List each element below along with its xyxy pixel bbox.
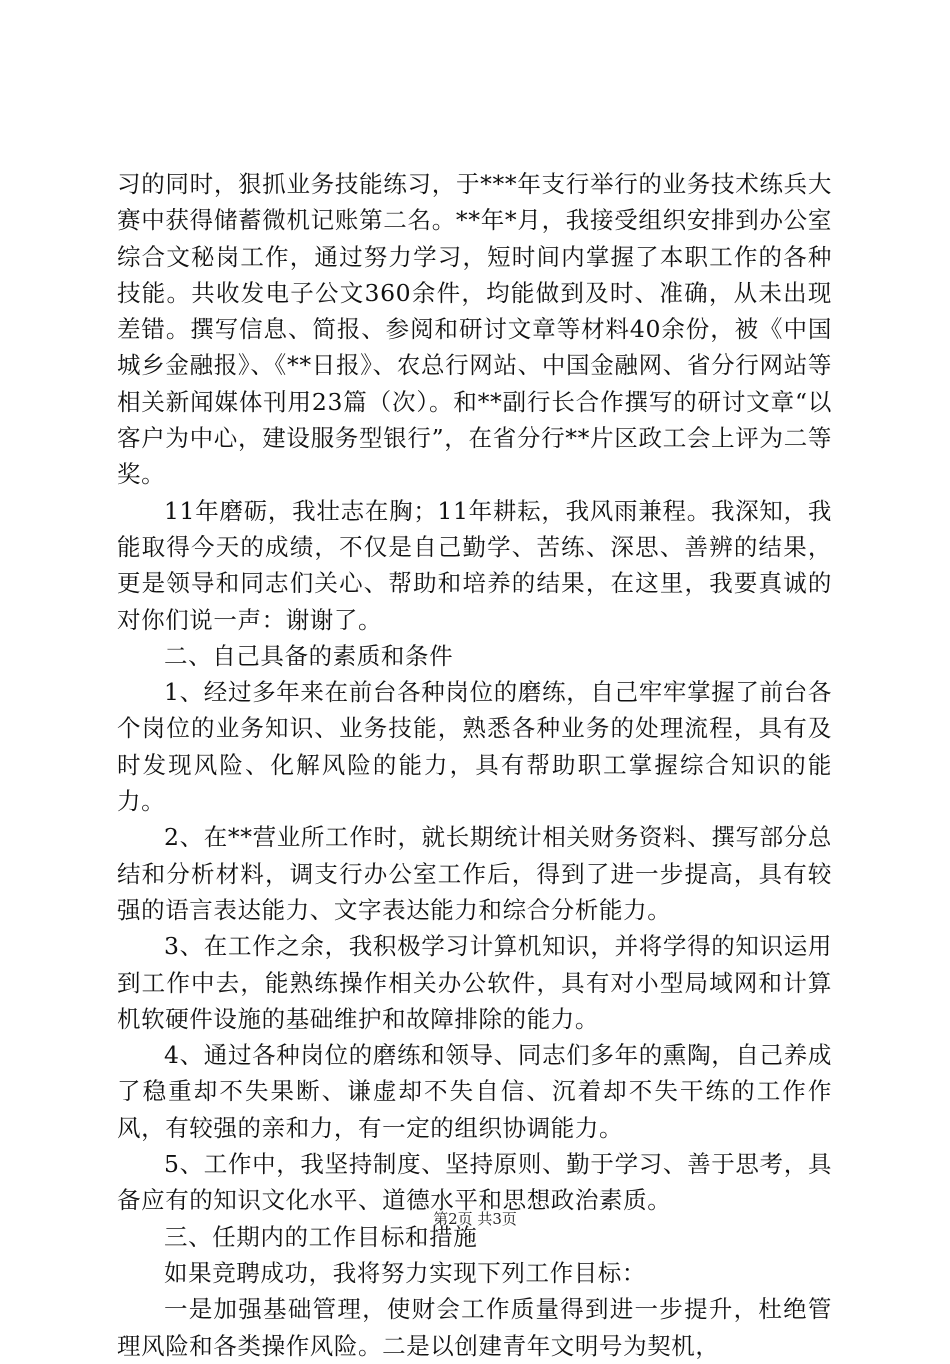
body-paragraph: 2、在**营业所工作时，就长期统计相关财务资料、撰写部分总结和分析材料，调支行办公室工作后，得到了进一步提高，具有较强的语言表达能力、文字表达能力和综合分析能力。 xyxy=(117,823,832,924)
body-paragraph: 5、工作中，我坚持制度、坚持原则、勤于学习、善于思考，具备应有的知识文化水平、道德水平和思想政治素质。 xyxy=(117,1150,832,1215)
body-paragraph: 一是加强基础管理，使财会工作质量得到进一步提升，杜绝管理风险和各类操作风险。二是以创建青年文明号为契机， xyxy=(117,1295,832,1360)
body-paragraph: 如果竞聘成功，我将努力实现下列工作目标： xyxy=(164,1258,646,1287)
body-paragraph: 习的同时，狠抓业务技能练习，于***年支行举行的业务技术练兵大赛中获得储蓄微机记账第二名。**年*月，我接受组织安排到办公室综合文秘岗工作，通过努力学习，短时间内掌握了本职工作的各种技能。共收发电子公文360余件，均能做到及时、准确，从未出现差错。撰写信息、简报、参阅和研讨文章等材料40余份，被《中国城乡金融报》、《**日报》、农总行网站、中国金融网、省分行网站等相关新闻媒体刊用23篇（次）。和**副行长合作撰写的研讨文章“以客户为中心，建设服务型银行”，在省分行**片区政工会上评为二等奖。 xyxy=(117,170,832,489)
body-paragraph: 3、在工作之余，我积极学习计算机知识，并将学得的知识运用到工作中去，能熟练操作相关办公软件，具有对小型局域网和计算机软硬件设施的基础维护和故障排除的能力。 xyxy=(117,932,832,1033)
document-body xyxy=(117,166,832,1364)
body-paragraph: 4、通过各种岗位的磨练和领导、同志们多年的熏陶，自己养成了稳重却不失果断、谦虚却不失自信、沉着却不失干练的工作作风，有较强的亲和力，有一定的组织协调能力。 xyxy=(117,1041,832,1142)
section-heading: 二、自己具备的素质和条件 xyxy=(164,641,454,670)
body-paragraph: 11年磨砺，我壮志在胸；11年耕耘，我风雨兼程。我深知，我能取得今天的成绩，不仅是自己勤学、苦练、深思、善辨的结果，更是领导和同志们关心、帮助和培养的结果，在这里，我要真诚的对你们说一声：谢谢了。 xyxy=(117,496,832,634)
page-number-footer: 第2页 共3页 xyxy=(433,1210,517,1228)
section-heading: 三、任期内的工作目标和措施 xyxy=(164,1222,478,1251)
body-paragraph: 1、经过多年来在前台各种岗位的磨练，自己牢牢掌握了前台各个岗位的业务知识、业务技能，熟悉各种业务的处理流程，具有及时发现风险、化解风险的能力，具有帮助职工掌握综合知识的能力。 xyxy=(117,678,832,816)
